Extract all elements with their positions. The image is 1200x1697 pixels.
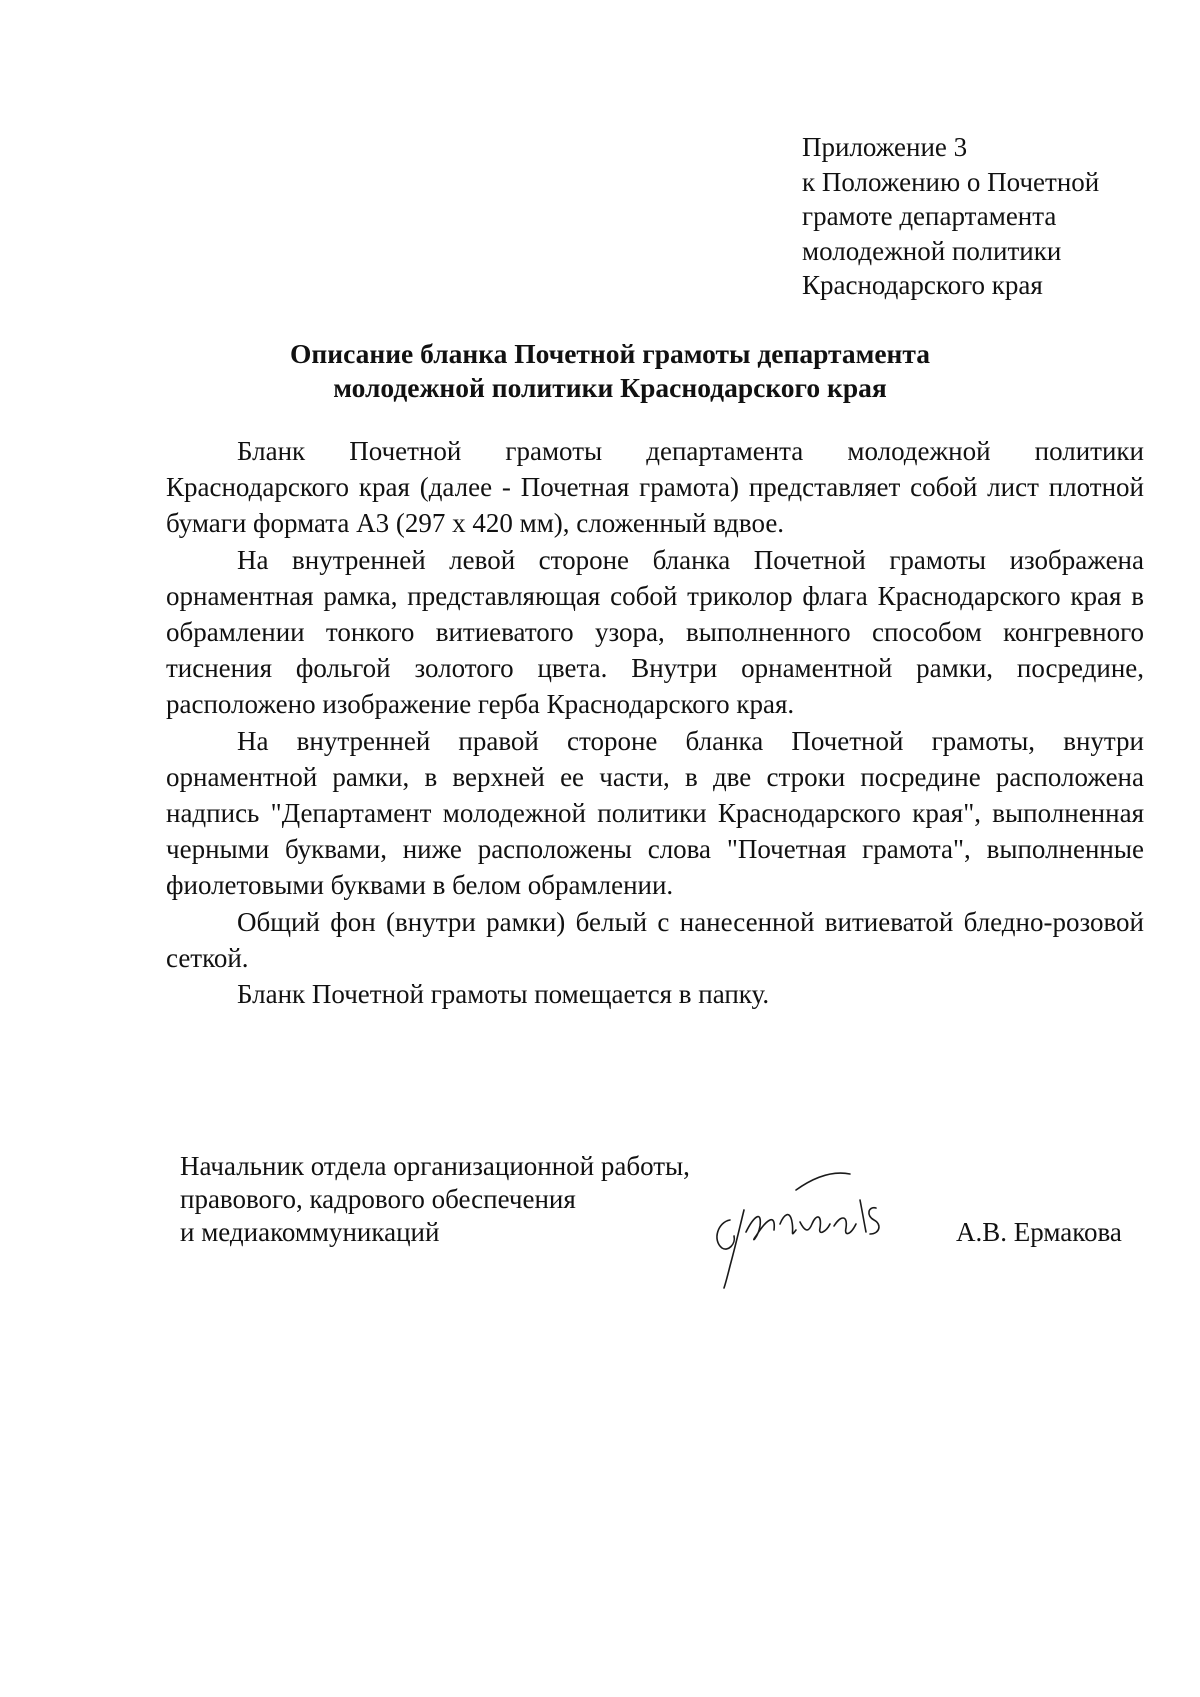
appendix-line: грамоте департамента bbox=[802, 201, 1057, 231]
document-title bbox=[170, 337, 1050, 405]
handwritten-signature bbox=[700, 1140, 900, 1290]
position-line: Начальник отдела организационной работы, bbox=[180, 1151, 690, 1181]
body-paragraph: На внутренней левой стороне бланка Почетной грамоты изображена орнаментная рамка, представляющая собой триколор флага Краснодарского края в обрамлении тонкого витиеватого узора, выполненного способом конгревного тиснения фольгой золотого цвета. Внутри орнаментной рамки, посредине, расположено изображение герба Краснодарского края. bbox=[166, 544, 1144, 720]
document-body bbox=[166, 433, 1144, 1012]
body-paragraph: Бланк Почетной грамоты департамента молодежной политики Краснодарского края (далее - Почетная грамота) представляет собой лист плотной бумаги формата А3 (297 х 420 мм), сложенный вдвое. bbox=[166, 436, 1144, 539]
appendix-line: молодежной политики bbox=[802, 235, 1062, 266]
position-line: и медиакоммуникаций bbox=[180, 1217, 440, 1247]
title-line: молодежной политики Краснодарского края bbox=[333, 372, 887, 403]
body-paragraph: На внутренней правой стороне бланка Почетной грамоты, внутри орнаментной рамки, в верхней ее части, в две строки посредине расположена надпись "Департамент молодежной политики Краснодарского края", выполненная черными буквами, ниже расположены слова "Почетная грамота", выполненные фиолетовыми буквами в белом обрамлении. bbox=[166, 725, 1144, 901]
signatory-name: А.В. Ермакова bbox=[956, 1217, 1122, 1247]
title-line: Описание бланка Почетной грамоты департамента bbox=[289, 338, 930, 369]
body-paragraph: Бланк Почетной грамоты помещается в папку. bbox=[237, 979, 770, 1010]
signature-block bbox=[180, 1150, 1160, 1249]
appendix-line: к Положению о Почетной bbox=[802, 166, 1100, 197]
position-line: правового, кадрового обеспечения bbox=[180, 1184, 576, 1214]
appendix-line: Краснодарского края bbox=[802, 270, 1043, 300]
appendix-header bbox=[802, 130, 1162, 303]
body-paragraph: Общий фон (внутри рамки) белый с нанесенной витиеватой бледно-розовой сеткой. bbox=[166, 906, 1144, 973]
appendix-line: Приложение 3 bbox=[802, 132, 968, 162]
